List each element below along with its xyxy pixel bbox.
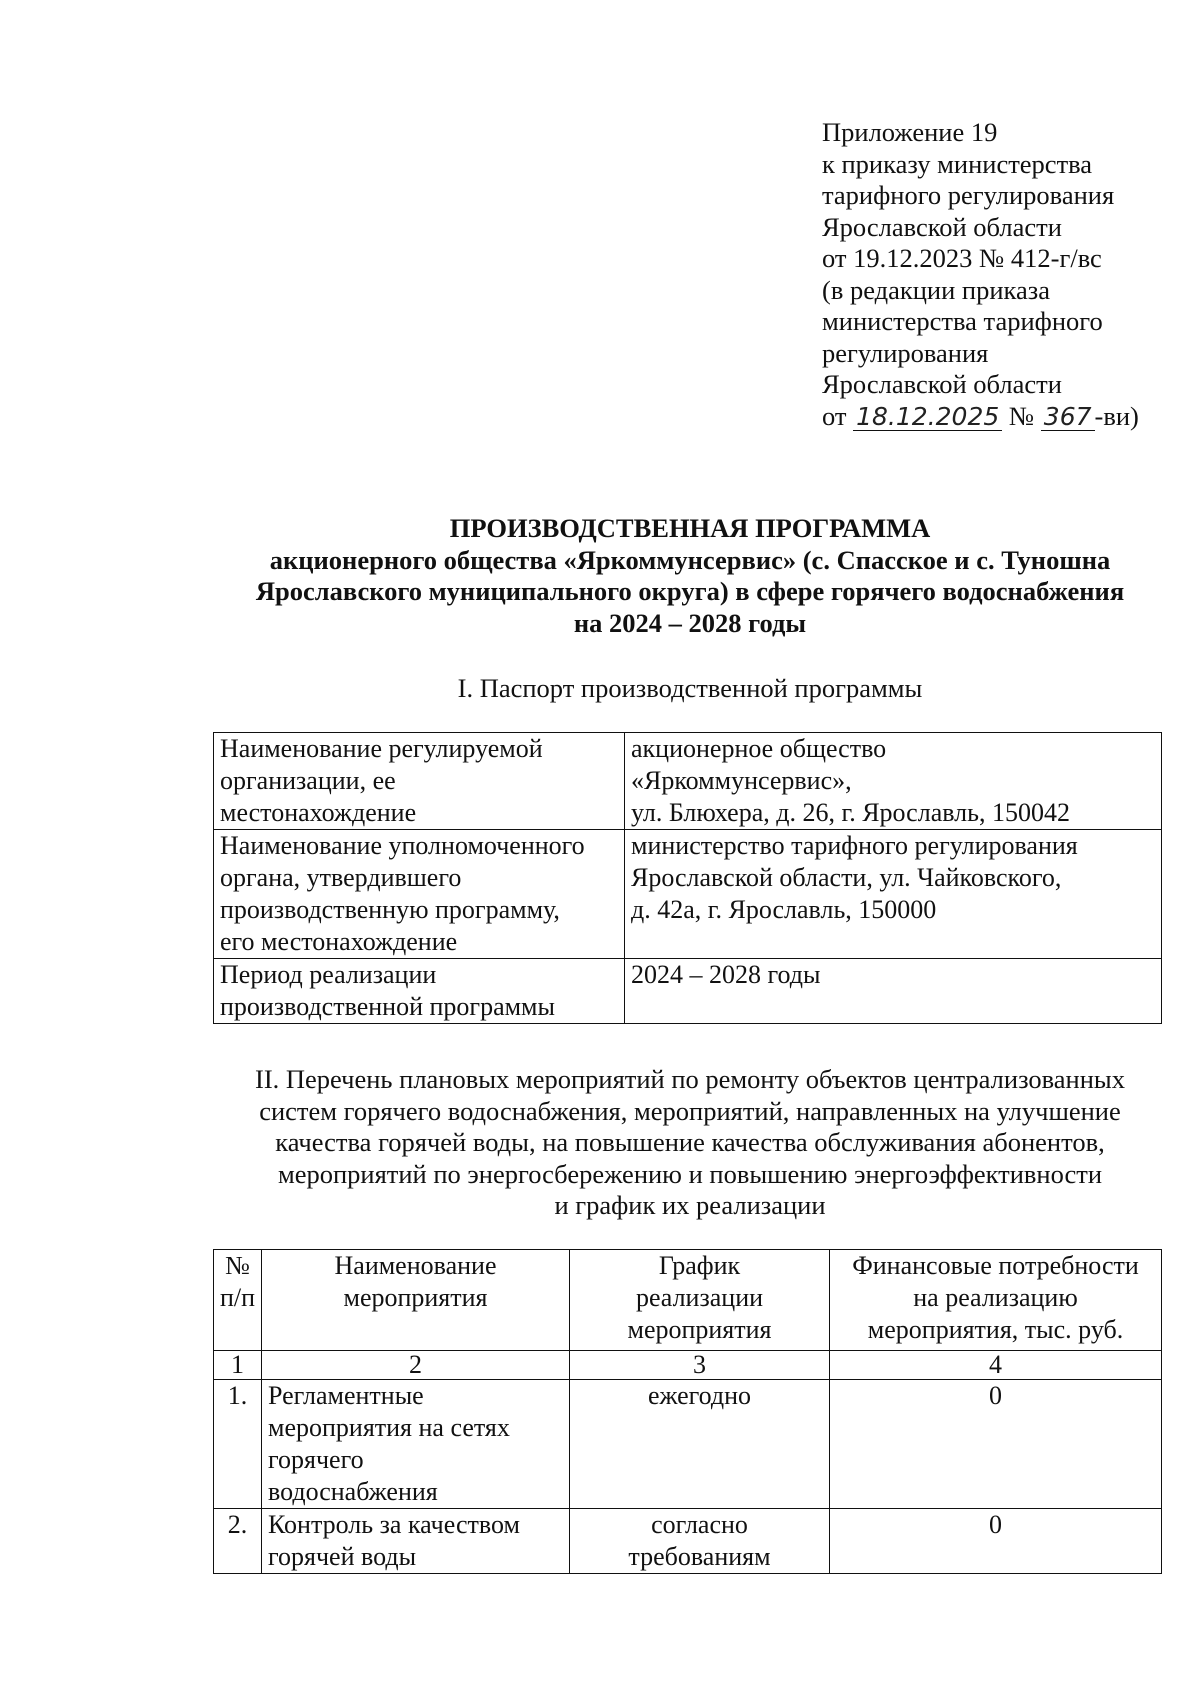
annex-line: Ярославской области [822,369,1062,399]
title-line: на 2024 – 2028 годы [573,607,807,638]
cell-line: на реализацию [913,1283,1078,1312]
cell-line: его местонахождение [220,927,458,956]
passport-label [214,959,625,1024]
table-header-row [214,1250,1162,1351]
order-suffix: -ви) [1094,400,1139,431]
cell-line: акционерное общество [631,734,887,763]
annex-line: Ярославской области [822,211,1062,242]
cell-line: Наименование уполномоченного [220,831,585,860]
table-row [214,959,1162,1024]
cell-line: д. 42а, г. Ярославль, 150000 [631,895,937,924]
passport-value [625,959,1162,1024]
measures-table [213,1249,1162,1574]
table-row [214,830,1162,959]
table-row [214,733,1162,830]
cell-line: ежегодно [647,1381,752,1410]
cell-line: организации, ее [220,766,396,795]
cell-line: Наименование [334,1251,497,1280]
measure-name [262,1509,570,1574]
cell-line: местонахождение [220,798,417,827]
measure-cost: 0 [830,1509,1162,1574]
passport-label [214,733,625,830]
cell-line: производственной программы [220,992,555,1021]
table-row [214,1509,1162,1574]
cell-line: Наименование регулируемой [220,734,543,763]
title-line: акционерного общества «Яркоммунсервис» (с. Спасское и с. Туношна [269,544,1111,575]
cell-line: требованиям [628,1542,771,1571]
cell-line: водоснабжения [268,1477,438,1506]
measure-schedule [570,1509,830,1574]
passport-value [625,830,1162,959]
cell-line: органа, утвердившего [220,863,462,892]
cell-line: мероприятия [343,1283,488,1312]
cell-line: мероприятия, тыс. руб. [867,1315,1124,1344]
cell-line: министерство тарифного регулирования [631,831,1078,860]
heading-line: качества горячей воды, на повышение качества обслуживания абонентов, [275,1127,1105,1157]
title-line: ПРОИЗВОДСТВЕННАЯ ПРОГРАММА [449,513,931,543]
annex-amendment-line [822,401,1139,433]
header-cost [830,1250,1162,1351]
title-line: Ярославского муниципального округа) в сфере горячего водоснабжения [255,576,1125,606]
cell-line: согласно [651,1510,748,1539]
cell-line: Регламентные [268,1381,424,1410]
handwritten-date: 18.12.2025 [853,404,1002,431]
column-numbers-row [214,1351,1162,1380]
cell-line: реализации [635,1283,764,1312]
cell-line: 2024 – 2028 годы [631,960,821,989]
passport-table [213,732,1162,1024]
cell-line: мероприятия [627,1315,772,1344]
heading-line: мероприятий по энергосбережению и повышению энергоэффективности [277,1158,1103,1189]
row-number: 1. [214,1380,262,1509]
annex-line: регулирования [822,337,989,368]
document-title [200,513,1180,639]
measure-schedule [570,1380,830,1509]
section-2-heading [200,1064,1180,1222]
row-number: 2. [214,1509,262,1574]
cell-line: Период реализации [220,960,437,989]
cell-line: № [225,1251,250,1280]
measure-name [262,1380,570,1509]
annex-line: министерства тарифного [822,306,1103,336]
annex-line: тарифного регулирования [822,180,1115,210]
cell-line: горячего [268,1445,364,1474]
table-row [214,1380,1162,1509]
cell-line: производственную программу, [220,895,560,924]
number-prefix: № [1008,400,1035,431]
cell-line: горячей воды [268,1542,417,1571]
passport-value [625,733,1162,830]
header-number [214,1250,262,1351]
cell-line: ул. Блюхера, д. 26, г. Ярославль, 150042 [631,798,1071,827]
cell-line: п/п [219,1283,256,1312]
cell-line: Ярославской области, ул. Чайковского, [631,863,1062,892]
cell-line: мероприятия на сетях [268,1413,510,1442]
heading-line: II. Перечень плановых мероприятий по ремонту объектов централизованных [255,1064,1125,1094]
cell-line: «Яркоммунсервис», [631,766,852,795]
annex-line: к приказу министерства [822,148,1093,179]
annex-line: от 19.12.2023 № 412-г/вс [822,243,1102,273]
annex-line: Приложение 19 [822,117,998,147]
section-1-heading: I. Паспорт производственной программы [457,673,923,703]
date-prefix: от [822,400,847,431]
header-name [262,1250,570,1351]
column-number: 2 [262,1351,570,1380]
annex-block [822,117,1139,432]
column-number: 4 [830,1351,1162,1380]
heading-line: систем горячего водоснабжения, мероприятий, направленных на улучшение [259,1095,1121,1126]
cell-line: Финансовые потребности [852,1251,1139,1280]
column-number: 3 [570,1351,830,1380]
cell-line: График [658,1251,741,1280]
column-number: 1 [214,1351,262,1380]
measure-cost: 0 [830,1380,1162,1509]
cell-line: Контроль за качеством [268,1510,520,1539]
annex-line: (в редакции приказа [822,274,1050,305]
header-schedule [570,1250,830,1351]
handwritten-number: 367 [1041,404,1095,431]
heading-line: и график их реализации [554,1190,826,1220]
passport-label [214,830,625,959]
